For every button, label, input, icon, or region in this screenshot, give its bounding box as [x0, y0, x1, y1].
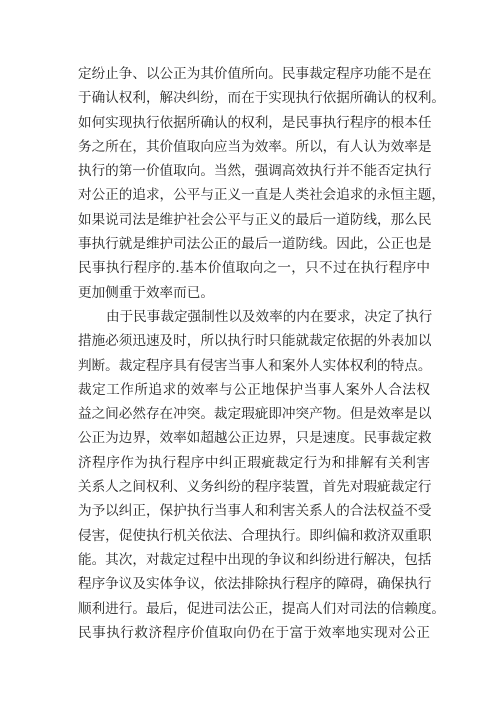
text-line: 务之所在，其价值取向应当为效率。所以，有人认为效率是 — [78, 138, 432, 155]
text-line: 裁定工作所追求的效率与公正地保护当事人案外人合法权 — [78, 381, 430, 398]
text-line: 顺利进行。最后，促进司法公正，提高人们对司法的信赖度。 — [78, 600, 446, 617]
text-line: 如果说司法是维护社会公平与正义的最后一道防线，那么民 — [78, 211, 432, 228]
text-line: 关系人之间权利、义务纠纷的程序装置，首先对瑕疵裁定行 — [78, 479, 432, 496]
text-line: 益之间必然存在冲突。裁定瑕疵即冲突产物。但是效率是以 — [78, 406, 432, 423]
text-line: 济程序作为执行程序中纠正瑕疵裁定行为和排解有关利害 — [78, 454, 430, 471]
text-line: 执行的第一价值取向。当然，强调高效执行并不能否定执行 — [78, 163, 432, 180]
text-line: 对公正的追求，公平与正义一直是人类社会追求的永恒主题， — [78, 187, 446, 204]
text-line: 侵害，促使执行机关依法、合理执行。即纠偏和救济双重职 — [78, 527, 432, 544]
document-page — [78, 62, 446, 645]
text-line: 公正为边界，效率如超越公正边界，只是速度。民事裁定救 — [78, 430, 432, 447]
text-line: 能。其次，对裁定过程中出现的争议和纠纷进行解决，包括 — [78, 551, 432, 568]
text-line: 如何实现执行依据所确认的权利，是民事执行程序的根本任 — [78, 114, 432, 131]
text-line: 由于民事裁定强制性以及效率的内在要求，决定了执行 — [106, 308, 433, 325]
text-line: 措施必须迅速及时，所以执行时只能就裁定依据的外表加以 — [78, 333, 432, 350]
text-line: 判断。裁定程序具有侵害当事人和案外人实体权利的特点。 — [78, 357, 432, 374]
text-line: 民事执行程序的.基本价值取向之一，只不过在执行程序中 — [78, 260, 430, 277]
text-line: 于确认权利，解决纠纷，而在于实现执行依据所确认的权利。 — [78, 90, 446, 107]
text-line: 定纷止争、以公正为其价值所向。民事裁定程序功能不是在 — [78, 66, 432, 82]
text-line: 程序争议及实体争议，依法排除执行程序的障碍，确保执行 — [78, 576, 432, 593]
text-line: 为予以纠正，保护执行当事人和利害关系人的合法权益不受 — [78, 503, 432, 520]
paragraph-2 — [78, 305, 446, 645]
text-line: 事执行就是维护司法公正的最后一道防线。因此，公正也是 — [78, 236, 432, 253]
text-line: 民事执行救济程序价值取向仍在于富于效率地实现对公正 — [78, 624, 430, 641]
paragraph-1 — [78, 62, 446, 305]
text-line: 更加侧重于效率而已。 — [78, 284, 214, 301]
